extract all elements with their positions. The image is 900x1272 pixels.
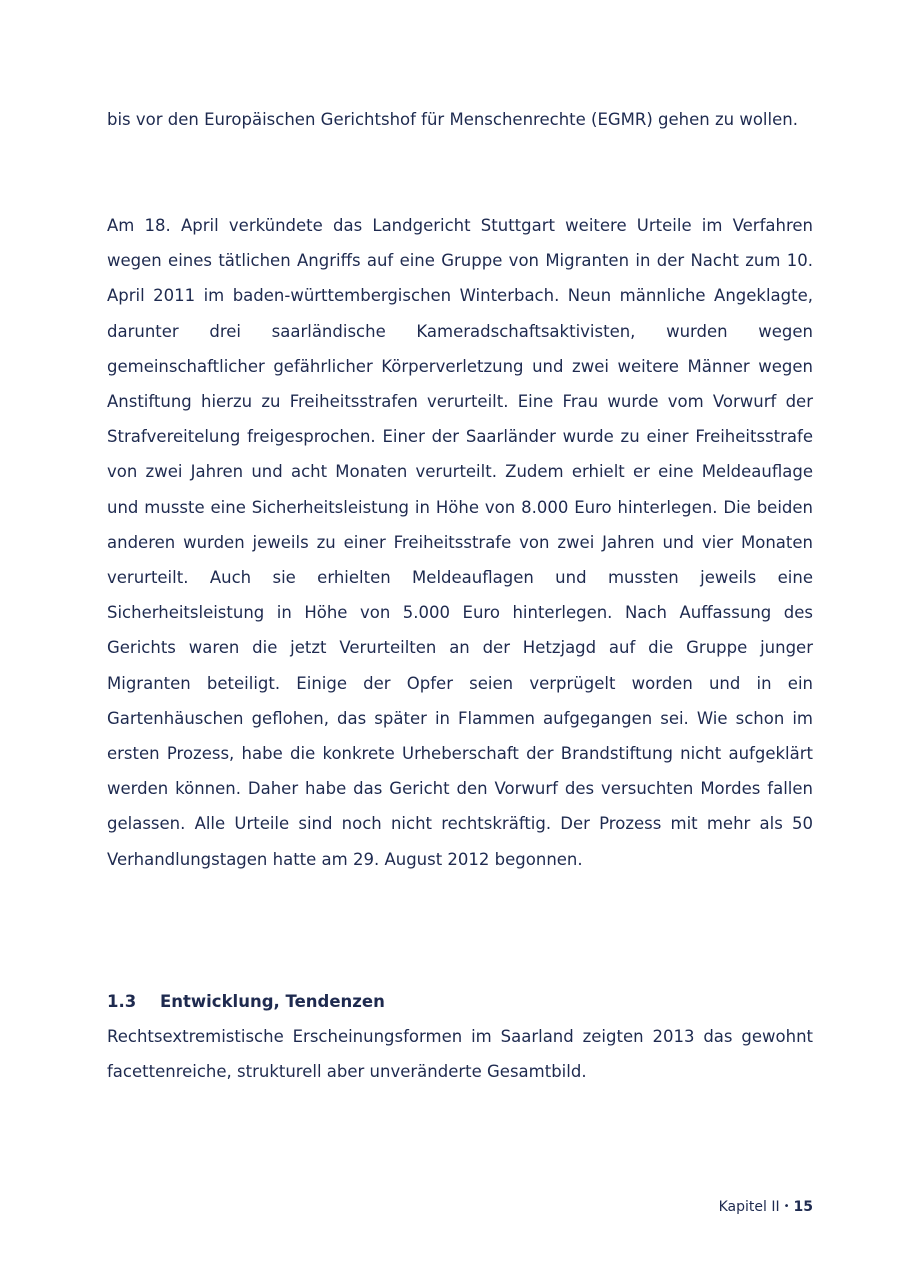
paragraph-court-ruling: Am 18. April verkündete das Landgericht Stuttgart weitere Urteile im Verfahren wegen eines tätlichen Angriffs auf eine Gruppe von Migranten in der Nacht zum 10. April 2011 im baden-württembergischen Winterbach. Neun männliche Angeklagte, darunter drei saarländische Kameradschaftsaktivisten, wurden wegen gemeinschaftlicher gefährlicher Körperverletzung und zwei weitere Männer wegen Anstiftung hierzu zu Freiheitsstrafen verurteilt. Eine Frau wurde vom Vorwurf der Strafvereitelung freigesprochen. Einer der Saarländer wurde zu einer Freiheitsstrafe von zwei Jahren und acht Monaten verurteilt. Zudem erhielt er eine Meldeauflage und musste eine Sicherheitsleistung in Höhe von 8.000 Euro hinterlegen. Die beiden anderen wurden jeweils zu einer Freiheitsstrafe von zwei Jahren und vier Monaten verurteilt. Auch sie erhielten Meldeauflagen und mussten jeweils eine Sicherheitsleistung in Höhe von 5.000 Euro hinterlegen. Nach Auffassung des Gerichts waren die jetzt Verurteilten an der Hetzjagd auf die Gruppe junger Migranten beteiligt. Einige der Opfer seien verprügelt worden und in ein Gartenhäuschen geflohen, das später in Flammen aufgegangen sei. Wie schon im ersten Prozess, habe die konkrete Urheberschaft der Brandstiftung nicht aufgeklärt werden können. Daher habe das Gericht den Vorwurf des versuchten Mordes fallen gelassen. Alle Urteile sind noch nicht rechtskräftig. Der Prozess mit mehr als 50 Verhandlungstagen hatte am 29. August 2012 begonnen. [107, 216, 813, 869]
section-title: Entwicklung, Tendenzen [160, 992, 385, 1011]
paragraph-continuation: bis vor den Europäischen Gerichtshof für Menschenrechte (EGMR) gehen zu wollen. [107, 110, 798, 129]
page-number: 15 [793, 1199, 813, 1215]
page-footer [719, 1196, 813, 1218]
section-heading [107, 984, 385, 1019]
paragraph-development: Rechtsextremistische Erscheinungsformen im Saarland zeigten 2013 das gewohnt facettenreiche, strukturell aber unveränderte Gesamtbild. [107, 1027, 813, 1082]
footer-separator: • [783, 1201, 790, 1212]
footer-chapter: Kapitel II [718, 1199, 780, 1215]
section-number: 1.3 [107, 992, 137, 1011]
